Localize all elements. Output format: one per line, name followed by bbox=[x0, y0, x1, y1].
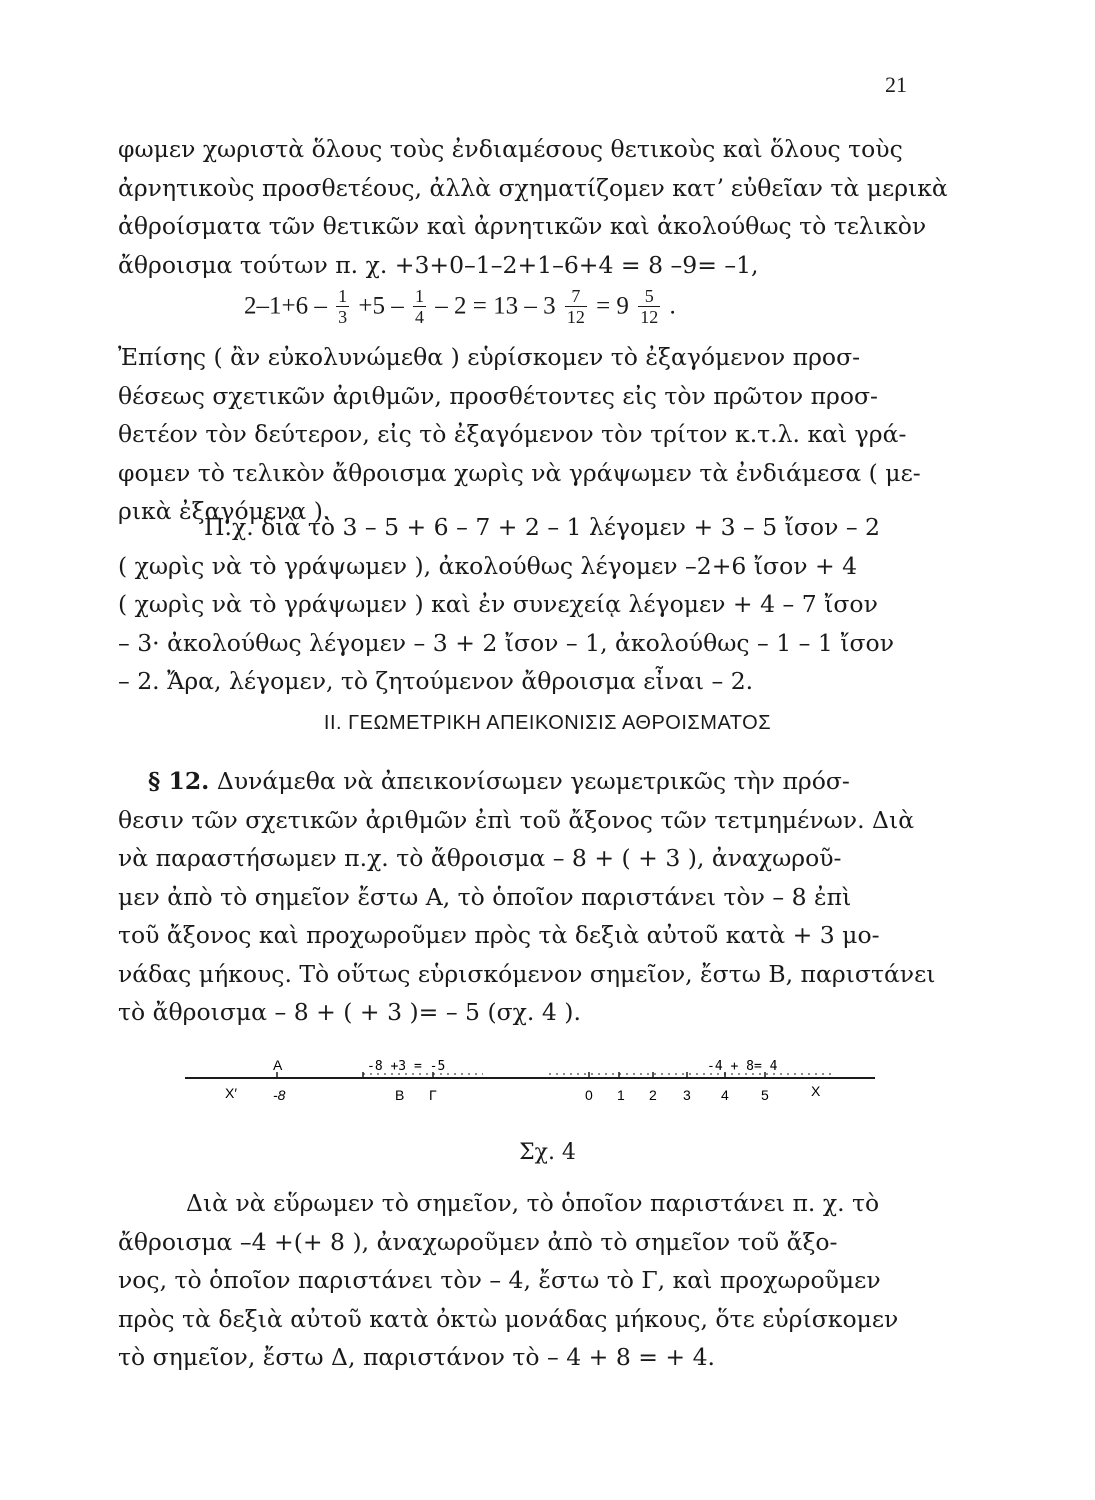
figure-caption: Σχ. 4 bbox=[519, 1140, 576, 1165]
expr-minus8-plus3: -8 +3 = -5 bbox=[367, 1059, 446, 1074]
fraction-numerator: 1 bbox=[338, 286, 348, 306]
paragraph-continuation bbox=[118, 130, 948, 284]
text-line: ( χωρὶς νὰ τὸ γράψωμεν ), ἀκολούθως λέγομεν –2+6 ἴσον + 4 bbox=[118, 551, 858, 580]
paragraph-episis bbox=[118, 338, 926, 531]
formula-part: . bbox=[669, 292, 676, 320]
text-line bbox=[118, 762, 926, 801]
text-line: τὸ ἄθροισμα – 8 + ( + 3 )= – 5 (σχ. 4 ). bbox=[118, 998, 581, 1026]
expr-minus4-plus8: -4 + 8= 4 bbox=[707, 1059, 778, 1074]
text-line: Διὰ νὰ εὕρωμεν τὸ σημεῖον, τὸ ὁποῖον παριστάνει π. χ. τὸ bbox=[186, 1189, 880, 1217]
fraction-numerator: 1 bbox=[414, 286, 424, 306]
tick-label: 2 bbox=[649, 1087, 657, 1103]
fraction-denominator: 12 bbox=[566, 307, 585, 327]
label-B: Β bbox=[395, 1087, 405, 1103]
tick-label: 1 bbox=[617, 1087, 625, 1103]
label-G: Γ bbox=[429, 1087, 437, 1103]
text-line: Ἐπίσης ( ἂν εὐκολυνώμεθα ) εὑρίσκομεν τὸ ἐξαγόμενον προσ- bbox=[118, 343, 861, 371]
text-line: ἄθροισμα –4 +(+ 8 ), ἀναχωροῦμεν ἀπὸ τὸ σημεῖον τοῦ ἄξο- bbox=[118, 1227, 838, 1256]
text-line: μεν ἀπὸ τὸ σημεῖον ἔστω Α, τὸ ὁποῖον παριστάνει τὸν – 8 ἐπὶ bbox=[118, 882, 852, 911]
fraction bbox=[336, 286, 349, 327]
text-line: ἀρνητικοὺς προσθετέους, ἀλλὰ σχηματίζομεν κατʼ εὐθεῖαν τὰ μερικὰ bbox=[118, 173, 948, 202]
section-heading: ΙΙ. ΓΕΩΜΕΤΡΙΚΗ ΑΠΕΙΚΟΝΙΣΙΣ ΑΘΡΟΙΣΜΑΤΟΣ bbox=[323, 712, 772, 734]
formula-part: +5 – bbox=[358, 292, 404, 320]
fraction-denominator: 3 bbox=[338, 307, 348, 327]
page-number: 21 bbox=[885, 72, 907, 97]
fraction-numerator: 7 bbox=[565, 286, 587, 307]
text-line: πρὸς τὰ δεξιὰ αὐτοῦ κατὰ ὀκτὼ μονάδας μήκους, ὅτε εὑρίσκομεν bbox=[118, 1304, 899, 1333]
tick-label: 5 bbox=[761, 1087, 769, 1103]
fraction-numerator: 5 bbox=[638, 286, 660, 307]
formula-part: – 2 = 13 – 3 bbox=[435, 292, 556, 320]
formula-part: = 9 bbox=[596, 292, 629, 320]
paragraph-section-12 bbox=[118, 762, 936, 1032]
text-line: τοῦ ἄξονος καὶ προχωροῦμεν πρὸς τὰ δεξιὰ αὐτοῦ κατὰ + 3 μο- bbox=[118, 921, 880, 949]
fraction bbox=[565, 286, 587, 327]
label-minus-8: -8 bbox=[273, 1087, 286, 1103]
text-line: – 2. Ἄρα, λέγομεν, τὸ ζητούμενον ἄθροισμα εἶναι – 2. bbox=[118, 667, 754, 695]
text-line: ρικὰ ἐξαγόμενα ). bbox=[118, 497, 331, 525]
tick-label: 3 bbox=[683, 1087, 691, 1103]
text-line: θεσιν τῶν σχετικῶν ἀριθμῶν ἐπὶ τοῦ ἄξονος τῶν τετμημένων. Διὰ bbox=[118, 805, 915, 834]
text-line: νάδας μήκους. Τὸ οὕτως εὑρισκόμενον σημεῖον, ἔστω Β, παριστάνει bbox=[118, 959, 936, 988]
fraction-denominator: 4 bbox=[414, 307, 424, 327]
paragraph-final bbox=[118, 1184, 926, 1377]
label-x-prime: X′ bbox=[225, 1085, 237, 1101]
text-line: – 3· ἀκολούθως λέγομεν – 3 + 2 ἴσον – 1, ἀκολούθως – 1 – 1 ἴσον bbox=[118, 628, 894, 657]
number-line-diagram bbox=[185, 1050, 875, 1130]
paragraph-example bbox=[118, 508, 926, 701]
fraction-sum-formula bbox=[244, 286, 676, 336]
fraction bbox=[638, 286, 660, 327]
section-first-line: Δυνάμεθα νὰ ἀπεικονίσωμεν γεωμετρικῶς τὴν πρόσ- bbox=[216, 767, 850, 795]
tick-label: 4 bbox=[721, 1087, 729, 1103]
label-A: Α bbox=[273, 1057, 283, 1073]
fraction bbox=[413, 286, 426, 327]
text-line: θέσεως σχετικῶν ἀριθμῶν, προσθέτοντες εἰς τὸν πρῶτον προσ- bbox=[118, 381, 878, 410]
formula-part: 2–1+6 – bbox=[244, 292, 327, 320]
text-line: φωμεν χωριστὰ ὅλους τοὺς ἐνδιαμέσους θετικοὺς καὶ ὅλους τοὺς bbox=[118, 135, 903, 163]
text-line: τὸ σημεῖον, ἔστω Δ, παριστάνον τὸ – 4 + 8 = + 4. bbox=[118, 1343, 716, 1371]
text-line: Π.χ. διὰ τὸ 3 – 5 + 6 – 7 + 2 – 1 λέγομεν + 3 – 5 ἴσον – 2 bbox=[204, 513, 880, 541]
text-line: φομεν τὸ τελικὸν ἄθροισμα χωρὶς νὰ γράψωμεν τὰ ἐνδιάμεσα ( με- bbox=[118, 458, 921, 487]
text-line: ἀθροίσματα τῶν θετικῶν καὶ ἀρνητικῶν καὶ ἀκολούθως τὸ τελικὸν bbox=[118, 212, 927, 240]
text-line: θετέον τὸν δεύτερον, εἰς τὸ ἐξαγόμενον τὸν τρίτον κ.τ.λ. καὶ γρά- bbox=[118, 420, 907, 448]
tick-label: 0 bbox=[585, 1087, 593, 1103]
label-x: X bbox=[811, 1083, 821, 1099]
text-line: ( χωρὶς νὰ τὸ γράψωμεν ) καὶ ἐν συνεχείᾳ λέγομεν + 4 – 7 ἴσον bbox=[118, 590, 878, 618]
text-line: νὰ παραστήσωμεν π.χ. τὸ ἄθροισμα – 8 + ( + 3 ), ἀναχωροῦ- bbox=[118, 844, 842, 872]
fraction-denominator: 12 bbox=[640, 307, 659, 327]
text-line: νος, τὸ ὁποῖον παριστάνει τὸν – 4, ἔστω τὸ Γ, καὶ προχωροῦμεν bbox=[118, 1266, 881, 1294]
section-number: § 12. bbox=[148, 767, 210, 795]
text-line: ἄθροισμα τούτων π. χ. +3+0–1–2+1–6+4 = 8 –9= –1, bbox=[118, 250, 759, 279]
